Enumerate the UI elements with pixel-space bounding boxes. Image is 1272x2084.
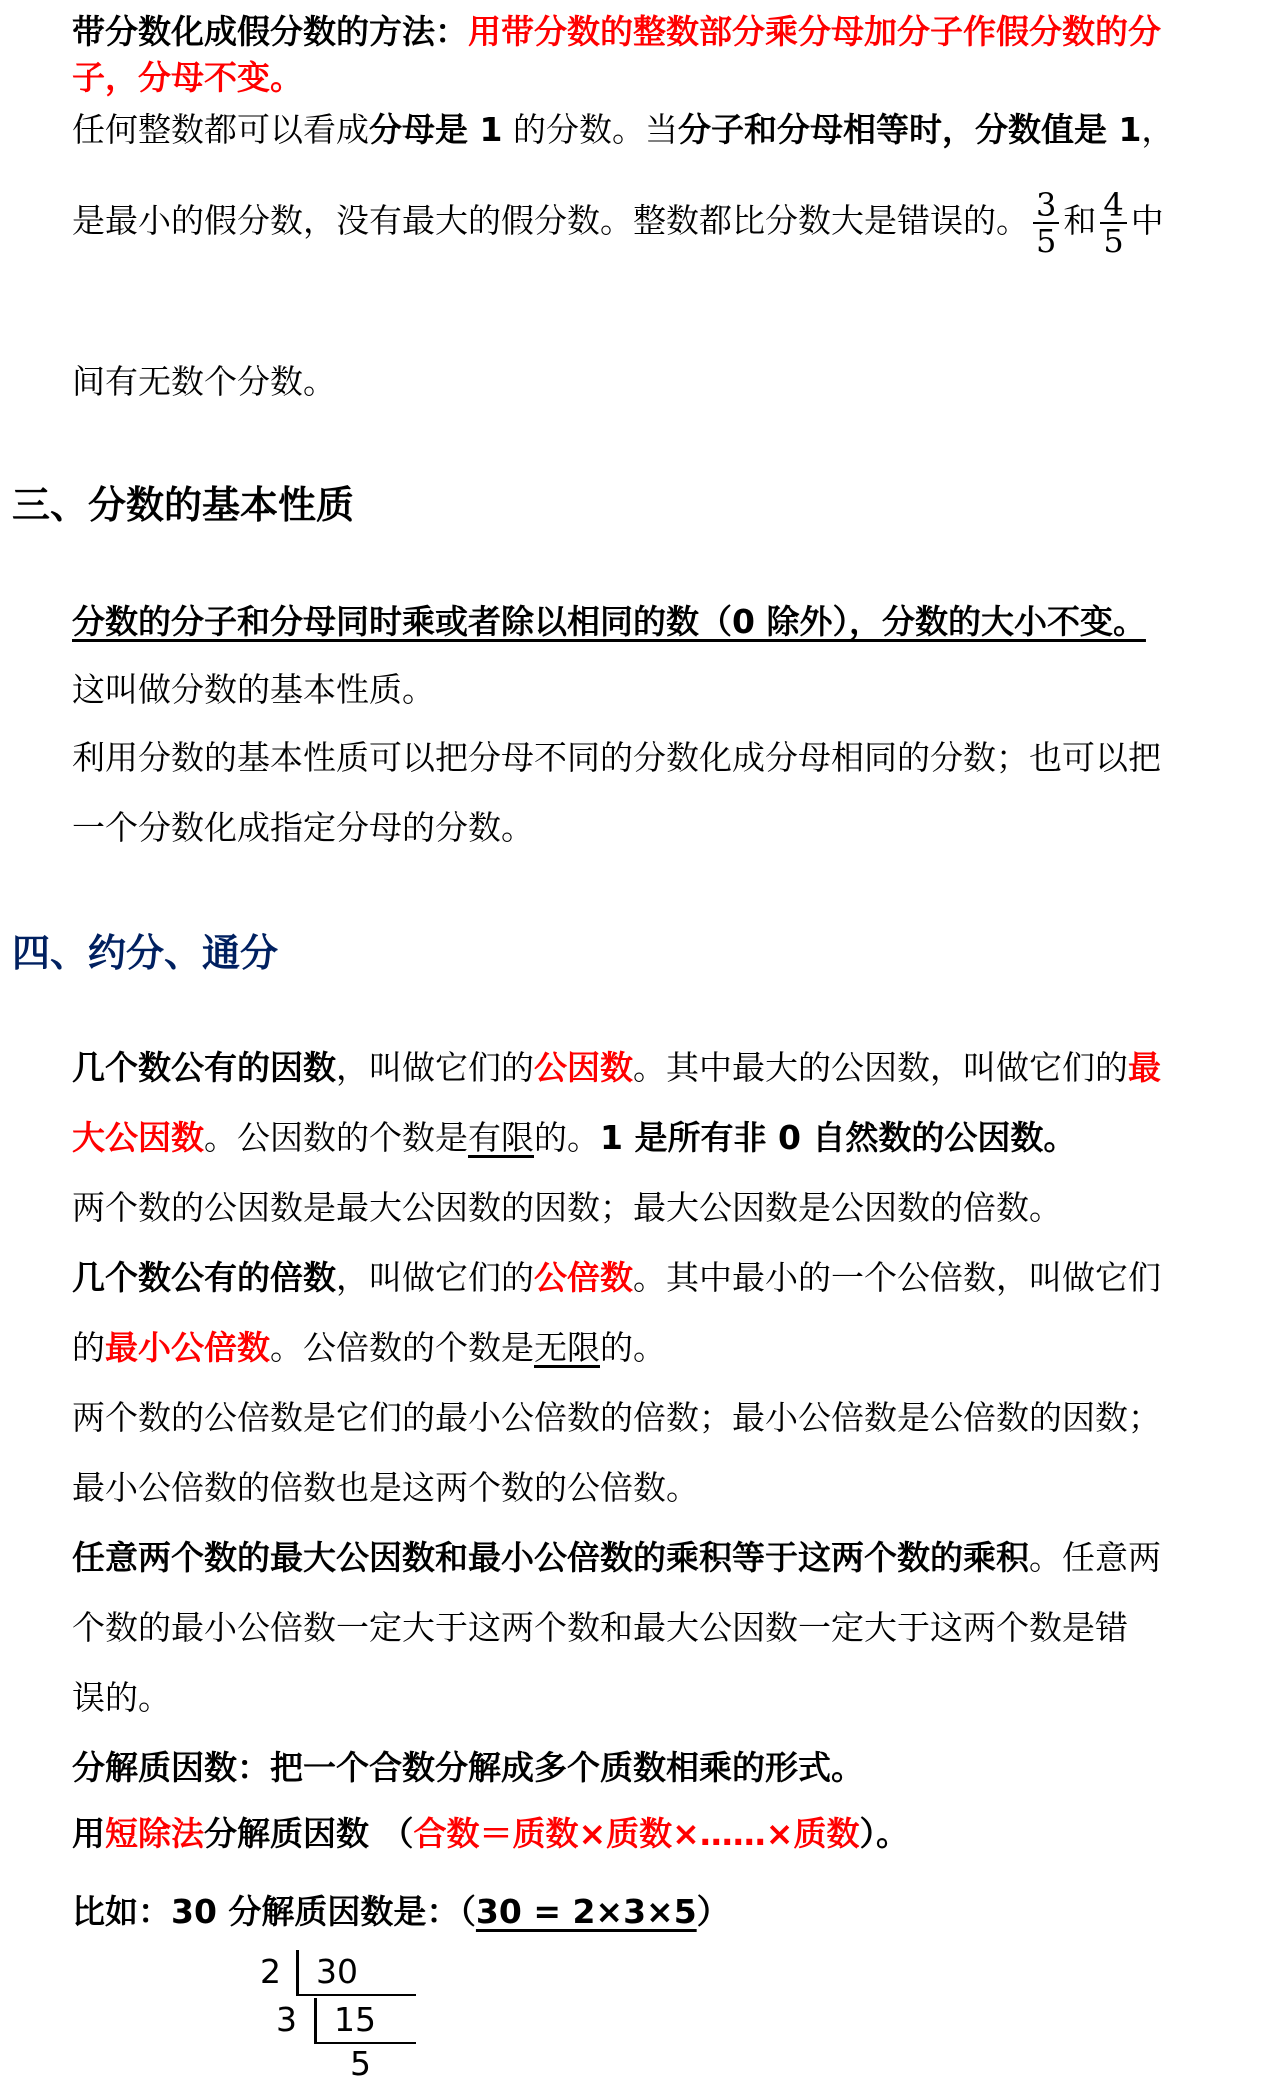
paragraph-smallest-improper — [72, 176, 1262, 266]
paragraph-product-property — [72, 1536, 1262, 1580]
bold-text: 几个数公有的因数 — [72, 1048, 336, 1087]
text: 和 — [1063, 201, 1097, 240]
text: 。任意两 — [1029, 1538, 1161, 1577]
paragraph-infinite-fractions: 间有无数个分数。 — [72, 362, 336, 401]
text: 的 — [72, 1328, 105, 1367]
term-common-multiple: 公倍数 — [534, 1258, 633, 1297]
text: 。公因数的个数是 — [204, 1118, 468, 1157]
text: 任何整数都可以看成 — [72, 110, 369, 149]
heading-reduce-common-denominator: 四、约分、通分 — [12, 931, 279, 975]
method-text: 用带分数的整数部分乘分母加分子作假分数的分 — [468, 12, 1161, 51]
divisor-2: 2 — [260, 1952, 281, 1991]
denominator: 5 — [1103, 221, 1124, 260]
text: 的分数。当 — [502, 110, 678, 149]
fraction-4-5 — [1100, 185, 1126, 260]
basic-property-statement: 分数的分子和分母同时乘或者除以相同的数（0 除外），分数的大小不变。 — [72, 602, 1146, 641]
factorization-formula: 合数＝质数×质数×……×质数 — [413, 1814, 860, 1853]
paragraph-common-multiple — [72, 1256, 1262, 1300]
colon: ： — [435, 12, 468, 51]
text: 中 — [1130, 201, 1164, 240]
paragraph-lcm-relation-cont: 最小公倍数的倍数也是这两个数的公倍数。 — [72, 1468, 699, 1507]
text: 。其中最大的公因数，叫做它们的 — [633, 1048, 1128, 1087]
text: ，叫做它们的 — [336, 1258, 534, 1297]
text: ）。 — [859, 1814, 909, 1853]
bold-text: 分母是 1 — [369, 110, 503, 149]
paragraph-integer-fraction — [72, 108, 1262, 152]
bold-text: 几个数公有的倍数 — [72, 1258, 336, 1297]
bold-text: 分子和分母相等时 — [677, 110, 942, 149]
text: 是最小的假分数，没有最大的假分数。整数都比分数大是错误的。 — [72, 201, 1029, 240]
term-mixed-to-improper: 带分数化成假分数的方法 — [72, 12, 435, 51]
paragraph-gcf-relation: 两个数的公因数是最大公因数的因数；最大公因数是公因数的倍数。 — [72, 1188, 1062, 1227]
paragraph-product-property-cont2: 误的。 — [72, 1678, 171, 1717]
basic-property-use: 利用分数的基本性质可以把分母不同的分数化成分母相同的分数；也可以把 — [72, 738, 1161, 777]
method-text-cont: 子，分母不变。 — [72, 58, 303, 97]
dividend-30: 30 — [316, 1952, 358, 1991]
bold-text: 1 是所有非 0 自然数的公因数。 — [600, 1118, 1077, 1157]
bold-text: 分数值是 1 — [974, 110, 1142, 149]
paragraph-prime-factorization: 分解质因数：把一个合数分解成多个质数相乘的形式。 — [72, 1748, 864, 1787]
text: 。公倍数的个数是 — [270, 1328, 534, 1367]
text: 的。 — [600, 1328, 666, 1367]
term-gcf: 最 — [1128, 1048, 1161, 1087]
numerator: 4 — [1100, 188, 1126, 224]
basic-property-use-cont: 一个分数化成指定分母的分数。 — [72, 808, 534, 847]
division-bar — [314, 1998, 317, 2044]
heading-basic-property: 三、分数的基本性质 — [12, 483, 355, 527]
paragraph-improper-conversion — [72, 10, 1262, 54]
paragraph-common-factor-cont — [72, 1116, 1262, 1160]
text: 用 — [72, 1814, 105, 1853]
paragraph-common-factor — [72, 1046, 1262, 1090]
underlined-text: 无限 — [534, 1328, 600, 1367]
numerator: 3 — [1033, 188, 1059, 224]
comma: ， — [1141, 110, 1175, 149]
division-line — [298, 1994, 416, 1996]
paragraph-lcm-relation: 两个数的公倍数是它们的最小公倍数的倍数；最小公倍数是公倍数的因数； — [72, 1398, 1161, 1437]
term-gcf: 大公因数 — [72, 1118, 204, 1157]
text: 。其中最小的一个公倍数，叫做它们 — [633, 1258, 1161, 1297]
text: ） — [696, 1892, 730, 1931]
paragraph-common-multiple-cont — [72, 1326, 1262, 1370]
basic-property-note: 这叫做分数的基本性质。 — [72, 670, 435, 709]
term-common-factor: 公因数 — [534, 1048, 633, 1087]
text: 的。 — [534, 1118, 600, 1157]
dividend-15: 15 — [334, 2000, 376, 2039]
fraction-3-5 — [1033, 185, 1059, 260]
text: 分解质因数 （ — [204, 1814, 414, 1853]
quotient-5: 5 — [350, 2044, 371, 2083]
paragraph-short-division — [72, 1812, 1262, 1856]
denominator: 5 — [1036, 221, 1057, 260]
term-short-division: 短除法 — [105, 1814, 204, 1853]
example-equation: 30 = 2×3×5 — [475, 1892, 697, 1931]
comma: ， — [941, 110, 975, 149]
text: 比如：30 分解质因数是：（ — [72, 1892, 476, 1931]
paragraph-example — [72, 1890, 1262, 1934]
division-bar — [296, 1950, 299, 1996]
divisor-3: 3 — [276, 2000, 297, 2039]
underlined-text: 有限 — [468, 1118, 534, 1157]
paragraph-product-property-cont: 个数的最小公倍数一定大于这两个数和最大公因数一定大于这两个数是错 — [72, 1608, 1128, 1647]
text: ，叫做它们的 — [336, 1048, 534, 1087]
term-lcm: 最小公倍数 — [105, 1328, 270, 1367]
bold-text: 任意两个数的最大公因数和最小公倍数的乘积等于这两个数的乘积 — [72, 1538, 1029, 1577]
